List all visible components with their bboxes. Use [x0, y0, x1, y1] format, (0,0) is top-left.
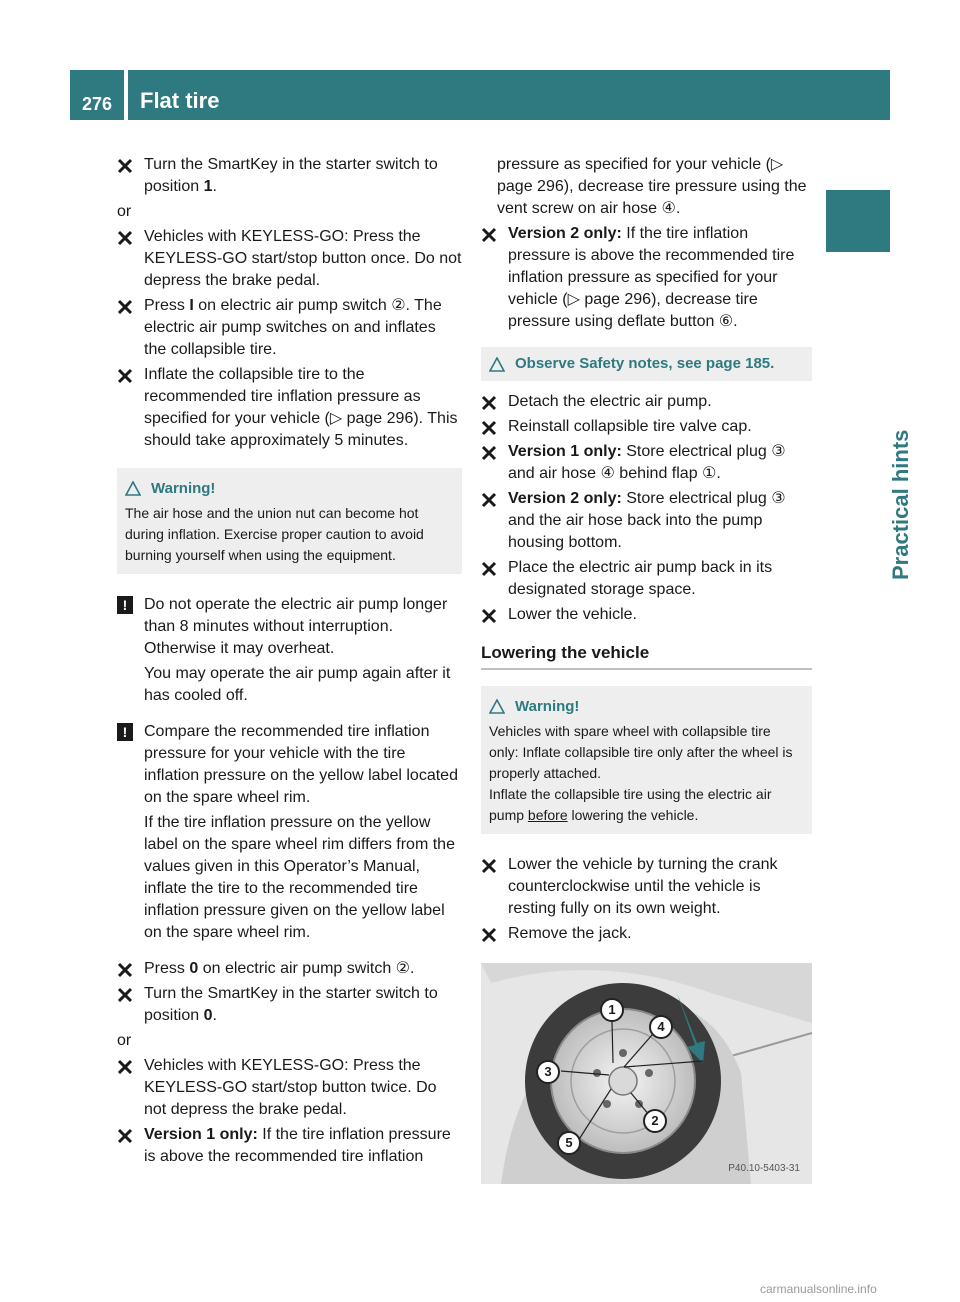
step-x-icon	[117, 368, 133, 384]
step-x-icon	[117, 230, 133, 246]
warning-text: Vehicles with spare wheel with collapsible tire only: Inflate collapsible tire only after the wheel is properly attached.	[489, 723, 793, 781]
warning-triangle-icon	[489, 357, 505, 372]
step-store-pump: Place the electric air pump back in its designated storage space.	[481, 557, 812, 601]
side-tab-block	[826, 190, 890, 252]
callout-3: 3	[536, 1060, 560, 1084]
callout-2: 2	[643, 1109, 667, 1133]
exclamation-icon: !	[117, 723, 133, 741]
step-x-icon	[481, 395, 497, 411]
step-version1-vent: Version 1 only: If the tire inflation pressure is above the recommended tire inflation	[117, 1124, 462, 1168]
step-x-icon	[117, 1128, 133, 1144]
warning-text: The air hose and the union nut can become hot during inflation. Exercise proper caution to avoid burning yourself when using the equipment.	[125, 505, 424, 563]
page-number: 276	[82, 94, 113, 114]
wheel-illustration	[481, 963, 812, 1184]
continued-text: pressure as specified for your vehicle (▷ page 296), decrease tire pressure using the vent screw on air hose ④.	[497, 156, 807, 217]
step-version1-store: Version 1 only: Store electrical plug ③ and air hose ④ behind flap ①.	[481, 441, 812, 485]
step-smartkey-1: Turn the SmartKey in the starter switch to position 1.	[117, 154, 462, 198]
step-detach-pump: Detach the electric air pump.	[481, 391, 812, 413]
step-x-icon	[117, 299, 133, 315]
warning-text: Inflate the collapsible tire using the electric air pump before lowering the vehicle.	[489, 786, 772, 823]
side-section-title: Practical hints	[888, 429, 913, 580]
step-x-icon	[481, 608, 497, 624]
step-press-0: Press 0 on electric air pump switch ②.	[117, 958, 462, 980]
step-x-icon	[481, 227, 497, 243]
step-valve-cap: Reinstall collapsible tire valve cap.	[481, 416, 812, 438]
step-inflate: Inflate the collapsible tire to the recommended tire inflation pressure as specified for your vehicle (▷ page 296). This should take approximately 5 minutes.	[117, 364, 462, 452]
callout-4: 4	[649, 1015, 673, 1039]
section-heading-lowering: Lowering the vehicle	[481, 642, 812, 670]
right-column	[481, 154, 812, 1184]
exclamation-icon: !	[117, 596, 133, 614]
step-keyless-twice: Vehicles with KEYLESS-GO: Press the KEYLESS-GO start/stop button twice. Do not depress the brake pedal.	[117, 1055, 462, 1121]
note-overheat: ! Do not operate the electric air pump longer than 8 minutes without interruption. Otherwise it may overheat. You may operate the air pump again after it has cooled off.	[117, 594, 462, 707]
step-x-icon	[481, 445, 497, 461]
warning-header: Warning!	[489, 696, 804, 717]
warning-triangle-icon	[489, 699, 505, 714]
step-x-icon	[481, 492, 497, 508]
or-text: or	[117, 1032, 132, 1049]
step-x-icon	[117, 962, 133, 978]
step-keyless-once: Vehicles with KEYLESS-GO: Press the KEYLESS-GO start/stop button once. Do not depress the brake pedal.	[117, 226, 462, 292]
step-version2-deflate: Version 2 only: If the tire inflation pressure is above the recommended tire inflation pressure as specified for your vehicle (▷ page 296), decrease tire pressure using deflate button ⑥.	[481, 223, 812, 333]
wheel-figure	[481, 963, 812, 1184]
step-x-icon	[481, 420, 497, 436]
step-press-i: Press I on electric air pump switch ②. The electric air pump switches on and inflates the collapsible tire.	[117, 295, 462, 361]
left-column	[117, 154, 462, 1171]
warning-header: Warning!	[125, 478, 454, 499]
or-text: or	[117, 203, 132, 220]
step-remove-jack: Remove the jack.	[481, 923, 812, 945]
step-x-icon	[117, 1059, 133, 1075]
callout-5: 5	[557, 1131, 581, 1155]
step-x-icon	[481, 561, 497, 577]
callout-1: 1	[600, 998, 624, 1022]
figure-code: P40.10-5403-31	[728, 1163, 800, 1174]
step-version2-store: Version 2 only: Store electrical plug ③ and the air hose back into the pump housing bottom.	[481, 488, 812, 554]
step-smartkey-0: Turn the SmartKey in the starter switch to position 0.	[117, 983, 462, 1027]
page-title: Flat tire	[140, 88, 220, 113]
step-lower-vehicle: Lower the vehicle.	[481, 604, 812, 626]
warning-box	[117, 468, 462, 574]
step-x-icon	[117, 987, 133, 1003]
safety-notes-banner: Observe Safety notes, see page 185.	[481, 347, 812, 381]
watermark: carmanualsonline.info	[760, 1282, 877, 1296]
warning-triangle-icon	[125, 481, 141, 496]
header-divider	[124, 70, 128, 120]
note-compare-pressure: ! Compare the recommended tire inflation pressure for your vehicle with the tire inflation pressure on the yellow label located on the spare wheel rim. If the tire inflation pressure on the yellow label on the spare wheel rim differs from the values given in this Operator’s Manual, inflate the tire to the recommended tire inflation pressure given on the yellow label on the spare wheel rim.	[117, 721, 462, 944]
step-x-icon	[481, 927, 497, 943]
step-turn-crank: Lower the vehicle by turning the crank counterclockwise until the vehicle is resting fully on its own weight.	[481, 854, 812, 920]
warning-box	[481, 686, 812, 834]
step-x-icon	[481, 858, 497, 874]
step-x-icon	[117, 158, 133, 174]
